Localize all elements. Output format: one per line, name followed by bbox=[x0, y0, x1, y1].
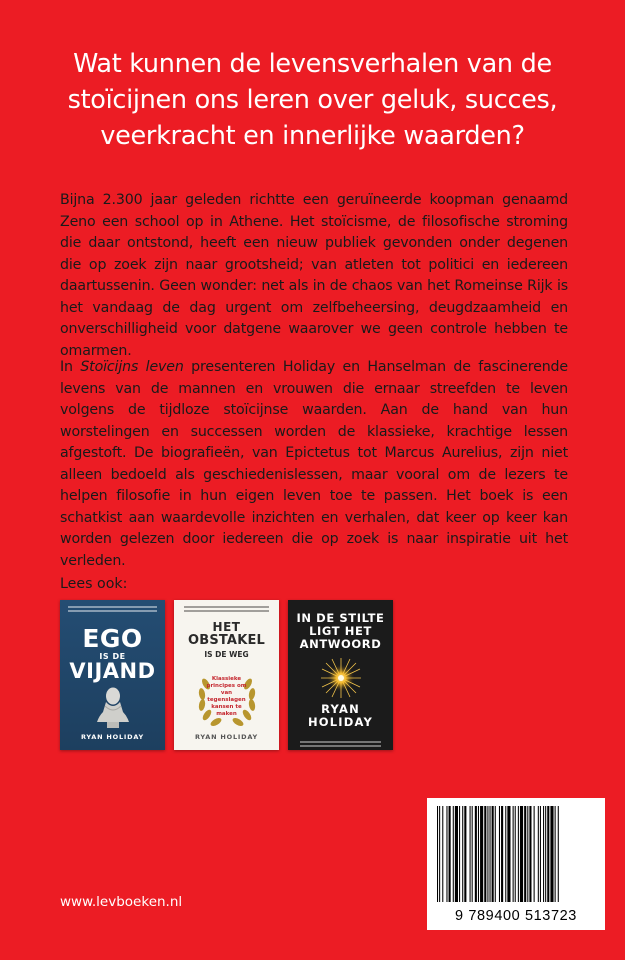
book-cover-ego-is-de-vijand[interactable] bbox=[60, 600, 165, 750]
paragraph-intro: Bijna 2.300 jaar geleden richtte een geruïneerde koopman genaamd Zeno een school op in Athene. Het stoïcisme, de filosofische stroming die daar ontstond, heeft een nieuw publiek gevonden onder degenen die op zoek zijn naar grootsheid; van atleten tot politici en iedereen daartussenin. Geen wonder: net als in de chaos van het Romeinse Rijk is het vandaag de dag urgent om zelfbeheersing, deugdzaamheid en onverschilligheid voor datgene waarover we geen controle hebben te omarmen. bbox=[60, 192, 568, 359]
cover-subtitle: Klassieke principes om van tegenslagen kansen te maken bbox=[206, 676, 247, 717]
cover-title-line2: OBSTAKEL bbox=[187, 633, 266, 648]
book-cover-in-de-stilte-ligt-het-antwoord[interactable] bbox=[288, 600, 393, 750]
sunburst-icon bbox=[320, 657, 362, 699]
paragraph-prefix: In bbox=[60, 359, 81, 375]
headline: Wat kunnen de levensverhalen van de stoïcijnen ons leren over geluk, succes, veerkracht en innerlijke waarden? bbox=[67, 49, 558, 151]
isbn-number: 9 789400 513723 bbox=[455, 908, 577, 924]
cover-title-line3: IS DE WEG bbox=[204, 650, 249, 659]
cover-title: IN DE STILTE LIGT HET ANTWOORD bbox=[296, 611, 385, 651]
cover-author: RYAN HOLIDAY bbox=[80, 733, 145, 741]
paragraph-body: presenteren Holiday en Hanselman de fascinerende levens van de mannen en vrouwen die ernaar streefden te leven volgens de tijdloze stoïcijnse waarden. Aan de hand van hun worstelingen en successen worden de klassieke, krachtige lessen afgestoft. De biografieën, van Epictetus tot Marcus Aurelius, zijn niet alleen bedoeld als geschiedenislessen, maar vooral om de lezers te helpen filosofie in hun eigen leven toe te passen. Het boek is een schatkist aan waardevolle inzichten en verhalen, dat keer op keer kan worden gelezen door iedereen die op zoek is naar inspiratie uit het verleden. bbox=[60, 359, 568, 569]
cover-blurb-lines bbox=[68, 606, 157, 608]
publisher-website[interactable]: www.levboeken.nl bbox=[60, 894, 183, 910]
cover-title-line1: EGO bbox=[82, 624, 143, 653]
cover-title-line2: IS DE bbox=[99, 652, 126, 661]
book-cover-het-obstakel-is-de-weg[interactable] bbox=[174, 600, 279, 750]
bust-statue-icon bbox=[94, 686, 132, 728]
book-title-italic: Stoïcijns leven bbox=[80, 359, 184, 375]
cover-author: RYAN HOLIDAY bbox=[194, 733, 259, 741]
cover-blurb-lines bbox=[184, 606, 269, 608]
cover-title-line3: VIJAND bbox=[69, 659, 156, 683]
cover-footer-lines bbox=[300, 741, 381, 743]
barcode bbox=[427, 798, 605, 930]
cover-title-line1: HET bbox=[212, 620, 241, 634]
cover-author: RYAN HOLIDAY bbox=[307, 702, 374, 729]
barcode-bars bbox=[435, 806, 597, 902]
paragraph-description bbox=[60, 357, 568, 572]
lees-ook-label: Lees ook: bbox=[60, 576, 128, 592]
